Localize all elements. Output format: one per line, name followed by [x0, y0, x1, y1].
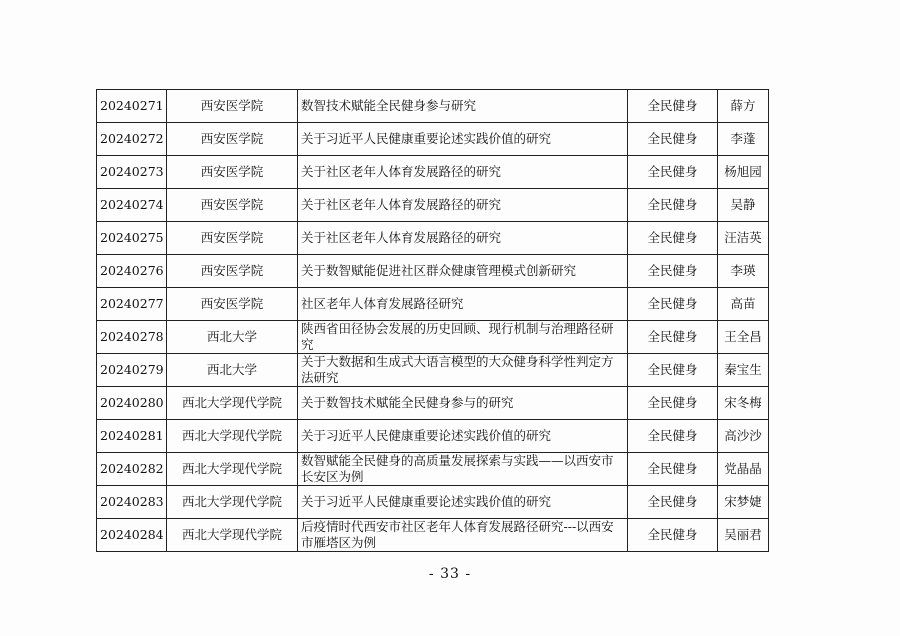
table-row: [97, 123, 769, 156]
title-cell: 关于社区老年人体育发展路径的研究: [298, 189, 628, 222]
table-row: [97, 288, 769, 321]
project-id-cell: 20240273: [97, 156, 167, 189]
project-id-cell: 20240278: [97, 321, 167, 354]
title-cell: 陕西省田径协会发展的历史回顾、现行机制与治理路径研究: [298, 321, 628, 354]
title-cell: 关于习近平人民健康重要论述实践价值的研究: [298, 420, 628, 453]
category-cell: 全民健身: [628, 123, 718, 156]
school-cell: 西安医学院: [167, 288, 298, 321]
table-row: [97, 156, 769, 189]
table-row: [97, 420, 769, 453]
project-id-cell: 20240271: [97, 90, 167, 123]
name-cell: 吴静: [718, 189, 769, 222]
title-cell: 关于社区老年人体育发展路径的研究: [298, 156, 628, 189]
school-cell: 西北大学现代学院: [167, 486, 298, 519]
project-id-cell: 20240283: [97, 486, 167, 519]
name-cell: 杨旭园: [718, 156, 769, 189]
school-cell: 西北大学现代学院: [167, 387, 298, 420]
table-row: [97, 486, 769, 519]
category-cell: 全民健身: [628, 420, 718, 453]
table-row: [97, 519, 769, 552]
project-id-cell: 20240272: [97, 123, 167, 156]
category-cell: 全民健身: [628, 486, 718, 519]
category-cell: 全民健身: [628, 288, 718, 321]
category-cell: 全民健身: [628, 453, 718, 486]
name-cell: 党晶晶: [718, 453, 769, 486]
table-row: [97, 321, 769, 354]
school-cell: 西北大学: [167, 354, 298, 387]
school-cell: 西安医学院: [167, 222, 298, 255]
table-row: [97, 453, 769, 486]
school-cell: 西安医学院: [167, 255, 298, 288]
title-cell: 数智技术赋能全民健身参与研究: [298, 90, 628, 123]
title-cell: 关于社区老年人体育发展路径的研究: [298, 222, 628, 255]
category-cell: 全民健身: [628, 387, 718, 420]
name-cell: 宋冬梅: [718, 387, 769, 420]
project-id-cell: 20240284: [97, 519, 167, 552]
table-row: [97, 189, 769, 222]
school-cell: 西北大学现代学院: [167, 519, 298, 552]
school-cell: 西安医学院: [167, 90, 298, 123]
name-cell: 宋梦婕: [718, 486, 769, 519]
name-cell: 李蓬: [718, 123, 769, 156]
project-id-cell: 20240277: [97, 288, 167, 321]
project-id-cell: 20240279: [97, 354, 167, 387]
school-cell: 西北大学现代学院: [167, 420, 298, 453]
name-cell: 高苗: [718, 288, 769, 321]
category-cell: 全民健身: [628, 90, 718, 123]
title-cell: 关于数智赋能促进社区群众健康管理模式创新研究: [298, 255, 628, 288]
title-cell: 关于大数据和生成式大语言模型的大众健身科学性判定方法研究: [298, 354, 628, 387]
name-cell: 吴丽君: [718, 519, 769, 552]
school-cell: 西安医学院: [167, 123, 298, 156]
school-cell: 西安医学院: [167, 189, 298, 222]
category-cell: 全民健身: [628, 255, 718, 288]
school-cell: 西安医学院: [167, 156, 298, 189]
project-id-cell: 20240275: [97, 222, 167, 255]
project-id-cell: 20240274: [97, 189, 167, 222]
title-cell: 关于数智技术赋能全民健身参与的研究: [298, 387, 628, 420]
project-id-cell: 20240276: [97, 255, 167, 288]
category-cell: 全民健身: [628, 156, 718, 189]
school-cell: 西北大学现代学院: [167, 453, 298, 486]
title-cell: 数智赋能全民健身的高质量发展探索与实践——以西安市长安区为例: [298, 453, 628, 486]
school-cell: 西北大学: [167, 321, 298, 354]
table-row: [97, 387, 769, 420]
name-cell: 汪洁英: [718, 222, 769, 255]
category-cell: 全民健身: [628, 519, 718, 552]
name-cell: 秦宝生: [718, 354, 769, 387]
category-cell: 全民健身: [628, 354, 718, 387]
page-number: - 33 -: [428, 566, 472, 582]
project-id-cell: 20240282: [97, 453, 167, 486]
name-cell: 王全昌: [718, 321, 769, 354]
title-cell: 关于习近平人民健康重要论述实践价值的研究: [298, 123, 628, 156]
table-row: [97, 354, 769, 387]
title-cell: 后疫情时代西安市社区老年人体育发展路径研究---以西安市雁塔区为例: [298, 519, 628, 552]
title-cell: 社区老年人体育发展路径研究: [298, 288, 628, 321]
name-cell: 李瑛: [718, 255, 769, 288]
projects-table: [96, 89, 769, 552]
title-cell: 关于习近平人民健康重要论述实践价值的研究: [298, 486, 628, 519]
project-id-cell: 20240281: [97, 420, 167, 453]
table-row: [97, 90, 769, 123]
name-cell: 高沙沙: [718, 420, 769, 453]
category-cell: 全民健身: [628, 189, 718, 222]
name-cell: 薛方: [718, 90, 769, 123]
category-cell: 全民健身: [628, 321, 718, 354]
table-row: [97, 255, 769, 288]
project-id-cell: 20240280: [97, 387, 167, 420]
category-cell: 全民健身: [628, 222, 718, 255]
table-row: [97, 222, 769, 255]
